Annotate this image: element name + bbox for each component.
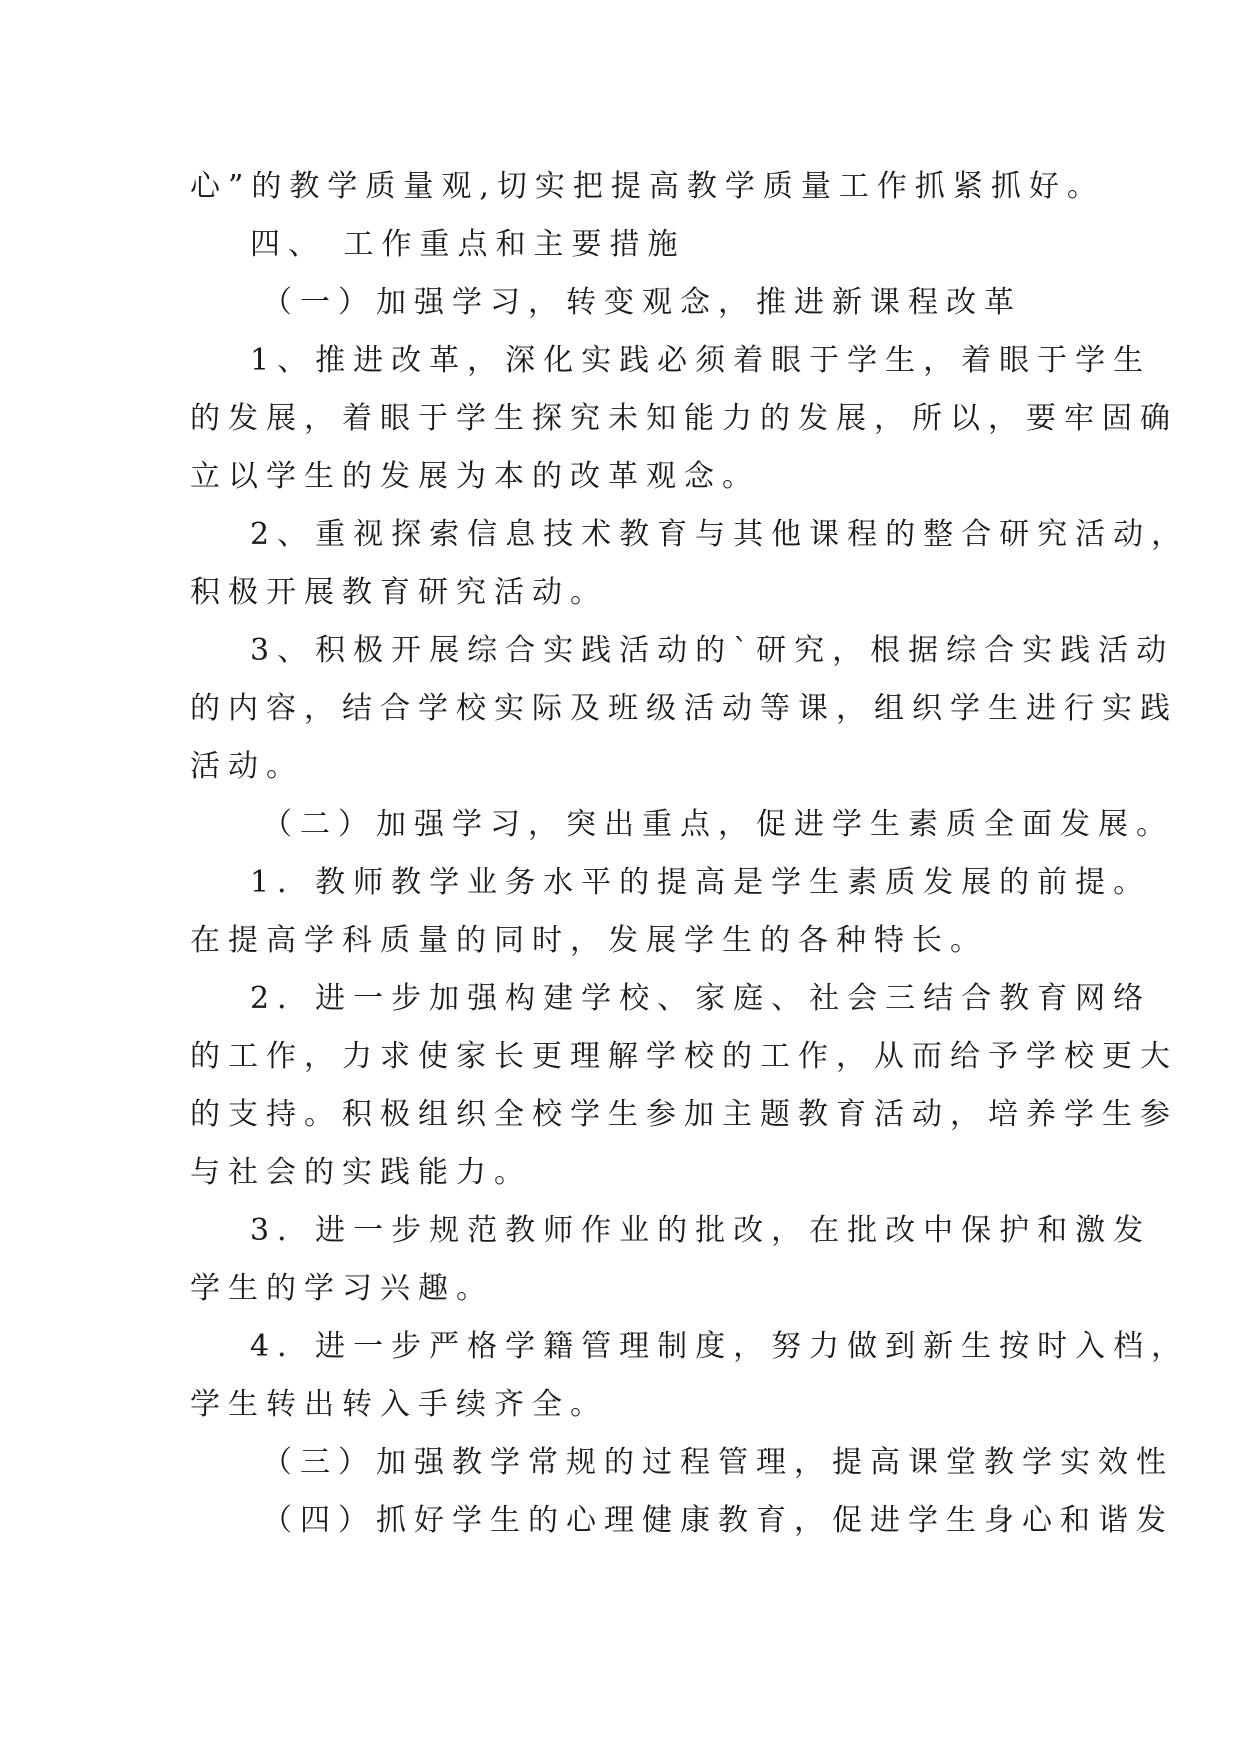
- document-body: [190, 158, 1190, 1550]
- text-line: 积极开展教育研究活动。: [190, 575, 608, 610]
- text-line: 在提高学科质量的同时，发展学生的各种特长。: [190, 923, 988, 958]
- text-line: 学生转出转入手续齐全。: [190, 1387, 608, 1422]
- text-line: 的内容，结合学校实际及班级活动等课，组织学生进行实践: [190, 691, 1178, 726]
- text-line: 的工作，力求使家长更理解学校的工作，从而给予学校更大: [190, 1039, 1178, 1074]
- section-heading: 四、 工作重点和主要措施: [250, 227, 686, 262]
- text-line: 4．进一步严格学籍管理制度，努力做到新生按时入档，: [250, 1329, 1190, 1364]
- text-line: 3、积极开展综合实践活动的`研究，根据综合实践活动: [250, 633, 1175, 668]
- subsection-heading: （二）加强学习，突出重点，促进学生素质全面发展。: [262, 807, 1174, 842]
- subsection-heading: （四）抓好学生的心理健康教育，促进学生身心和谐发: [262, 1503, 1174, 1538]
- text-line: 的支持。积极组织全校学生参加主题教育活动，培养学生参: [190, 1097, 1178, 1132]
- text-line: 与社会的实践能力。: [190, 1155, 532, 1190]
- subsection-heading: （一）加强学习，转变观念，推进新课程改革: [262, 285, 1022, 320]
- subsection-heading: （三）加强教学常规的过程管理，提高课堂教学实效性: [262, 1445, 1174, 1480]
- text-line: 2、重视探索信息技术教育与其他课程的整合研究活动，: [250, 517, 1190, 552]
- text-line: 心”的教学质量观,切实把提高教学质量工作抓紧抓好。: [190, 169, 1105, 204]
- text-line: 学生的学习兴趣。: [190, 1271, 494, 1306]
- text-line: 1．教师教学业务水平的提高是学生素质发展的前提。: [250, 865, 1152, 900]
- text-line: 立以学生的发展为本的改革观念。: [190, 459, 760, 494]
- text-line: 活动。: [190, 749, 304, 784]
- text-line: 3．进一步规范教师作业的批改，在批改中保护和激发: [250, 1213, 1152, 1248]
- text-line: 的发展，着眼于学生探究未知能力的发展，所以，要牢固确: [190, 401, 1178, 436]
- text-line: 1、推进改革，深化实践必须着眼于学生，着眼于学生: [250, 343, 1152, 378]
- text-line: 2．进一步加强构建学校、家庭、社会三结合教育网络: [250, 981, 1152, 1016]
